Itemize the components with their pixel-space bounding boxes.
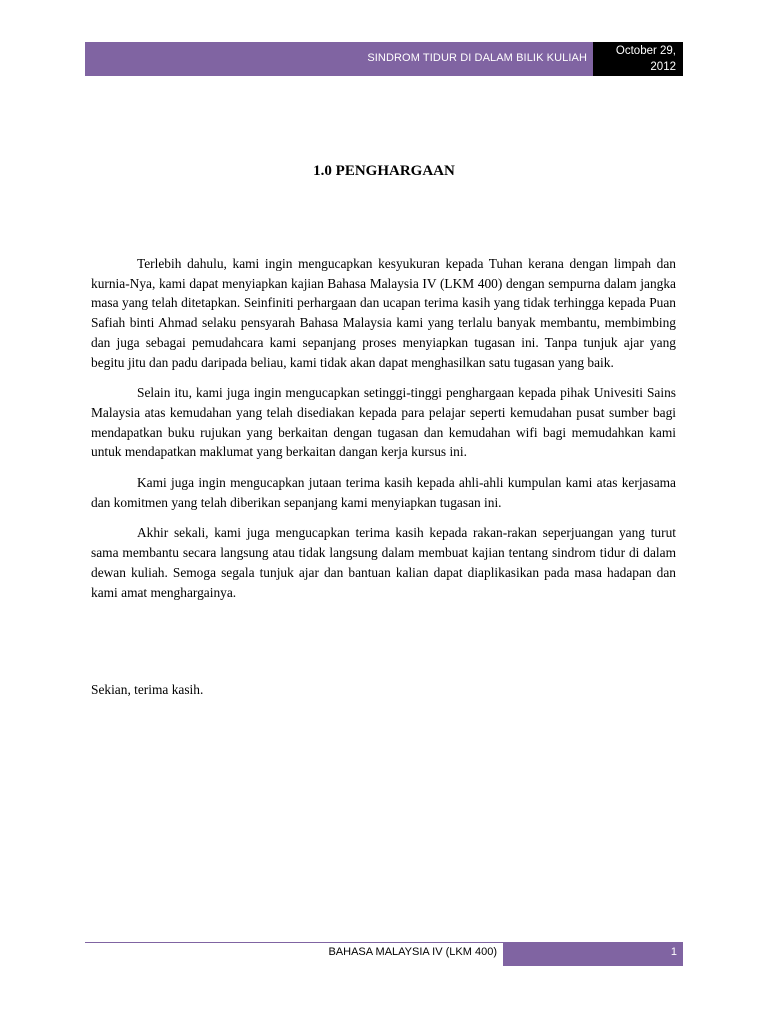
- header-date: [593, 42, 683, 76]
- closing-line: Sekian, terima kasih.: [91, 682, 204, 697]
- paragraph-3: Kami juga ingin mengucapkan jutaan terima kasih kepada ahli-ahli kumpulan kami atas kerjasama dan komitmen yang telah diberikan sepanjang kami menyiapkan tugasan ini.: [91, 475, 676, 510]
- header-date-line1: October 29,: [615, 45, 676, 57]
- header-title: SINDROM TIDUR DI DALAM BILIK KULIAH: [367, 52, 587, 64]
- footer-title: BAHASA MALAYSIA IV (LKM 400): [328, 946, 497, 958]
- header-bar: [85, 42, 593, 76]
- paragraph-4: Akhir sekali, kami juga mengucapkan terima kasih kepada rakan-rakan seperjuangan yang turut sama membantu secara langsung atau tidak langsung dalam membuat kajian tentang sindrom tidur di dalam dewan kuliah. Semoga segala tunjuk ajar dan bantuan kalian dapat diaplikasikan pada masa hadapan dan kami amat menghargainya.: [91, 525, 676, 600]
- page-title: 1.0 PENGHARGAAN: [313, 163, 455, 179]
- header-date-line2: 2012: [650, 61, 676, 73]
- page-number: 1: [503, 942, 683, 966]
- paragraph-1: Terlebih dahulu, kami ingin mengucapkan kesyukuran kepada Tuhan kerana dengan limpah dan kurnia-Nya, kami dapat menyiapkan kajian Bahasa Malaysia IV (LKM 400) dengan sempurna dalam jangka masa yang telah ditetapkan. Seinfiniti perhargaan dan ucapan terima kasih yang tidak terhingga kepada Puan Safiah binti Ahmad selaku pensyarah Bahasa Malaysia kami yang terlalu banyak membantu, membimbing dan juga sebagai pemudahcara kami sepanjang proses menyiapkan tugasan ini. Tanpa tunjuk ajar yang begitu jitu dan padu daripada beliau, kami tidak akan dapat menghasilkan satu tugasan yang baik.: [91, 256, 676, 370]
- paragraph-2: Selain itu, kami juga ingin mengucapkan setinggi-tinggi penghargaan kepada pihak Univesiti Sains Malaysia atas kemudahan yang telah disediakan kepada para pelajar seperti kemudahan pusat sumber bagi mendapatkan buku rujukan yang berkaitan dengan tugasan dan kemudahan wifi bagi memudahkan kami untuk mendapatkan maklumat yang berkaitan dangan kerja kursus ini.: [91, 385, 676, 460]
- document-body: [91, 254, 676, 613]
